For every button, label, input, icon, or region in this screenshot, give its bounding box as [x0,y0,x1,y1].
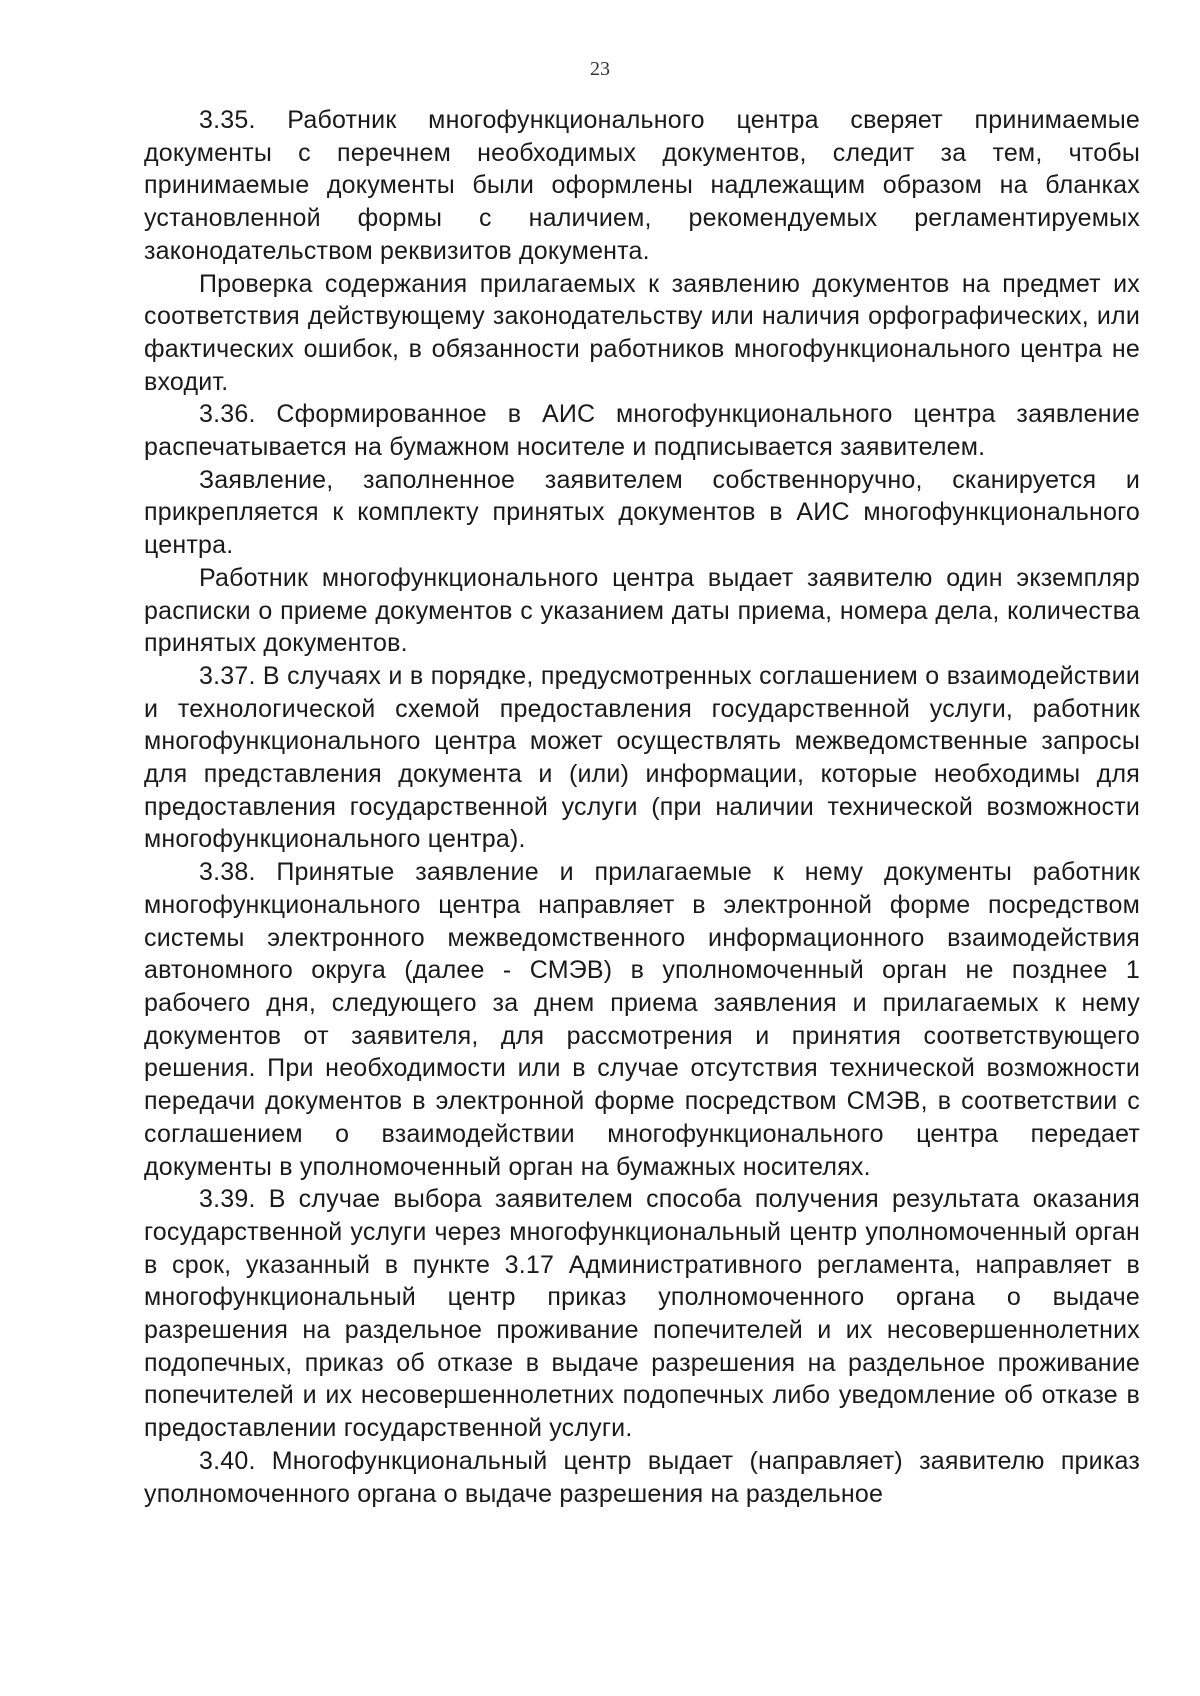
paragraph-3-36: 3.36. Сформированное в АИС многофункционального центра заявление распечатывается на бумажном носителе и подписывается заявителем. [144,400,1140,462]
paragraph-content-check: Проверка содержания прилагаемых к заявлению документов на предмет их соответствия действующему законодательству или наличия орфографических, или фактических ошибок, в обязанности работников многофункционального центра не входит. [144,269,1140,396]
paragraph-scanned-application: Заявление, заполненное заявителем собственноручно, сканируется и прикрепляется к комплекту принятых документов в АИС многофункционального центра. [144,465,1140,560]
document-body [144,104,1140,1510]
paragraph-3-35: 3.35. Работник многофункционального центра сверяет принимаемые документы с перечнем необходимых документов, следит за тем, чтобы принимаемые документы были оформлены надлежащим образом на бланках установленной формы с наличием, рекомендуемых регламентируемых законодательством реквизитов документа. [144,106,1140,265]
paragraph-3-37: 3.37. В случаях и в порядке, предусмотренных соглашением о взаимодействии и технологической схемой предоставления государственной услуги, работник многофункционального центра может осуществлять межведомственные запросы для представления документа и (или) информации, которые необходимы для предоставления государственной услуги (при наличии технической возможности многофункционального центра). [144,661,1140,854]
paragraph-receipt: Работник многофункционального центра выдает заявителю один экземпляр расписки о приеме документов с указанием даты приема, номера дела, количества принятых документов. [144,563,1140,658]
paragraph-3-38: 3.38. Принятые заявление и прилагаемые к нему документы работник многофункционального центра направляет в электронной форме посредством системы электронного межведомственного информационного взаимодействия автономного округа (далее - СМЭВ) в уполномоченный орган не позднее 1 рабочего дня, следующего за днем приема заявления и прилагаемых к нему документов от заявителя, для рассмотрения и принятия соответствующего решения. При необходимости или в случае отсутствия технической возможности передачи документов в электронной форме посредством СМЭВ, в соответствии с соглашением о взаимодействии многофункционального центра передает документы в уполномоченный орган на бумажных носителях. [144,858,1140,1181]
page-number: 23 [590,58,610,80]
paragraph-3-40: 3.40. Многофункциональный центр выдает (направляет) заявителю приказ уполномоченного органа о выдаче разрешения на раздельное [144,1446,1140,1508]
paragraph-3-39: 3.39. В случае выбора заявителем способа получения результата оказания государственной услуги через многофункциональный центр уполномоченный орган в срок, указанный в пункте 3.17 Административного регламента, направляет в многофункциональный центр приказ уполномоченного органа о выдаче разрешения на раздельное проживание попечителей и их несовершеннолетних подопечных, приказ об отказе в выдаче разрешения на раздельное проживание попечителей и их несовершеннолетних подопечных либо уведомление об отказе в предоставлении государственной услуги. [144,1185,1140,1443]
